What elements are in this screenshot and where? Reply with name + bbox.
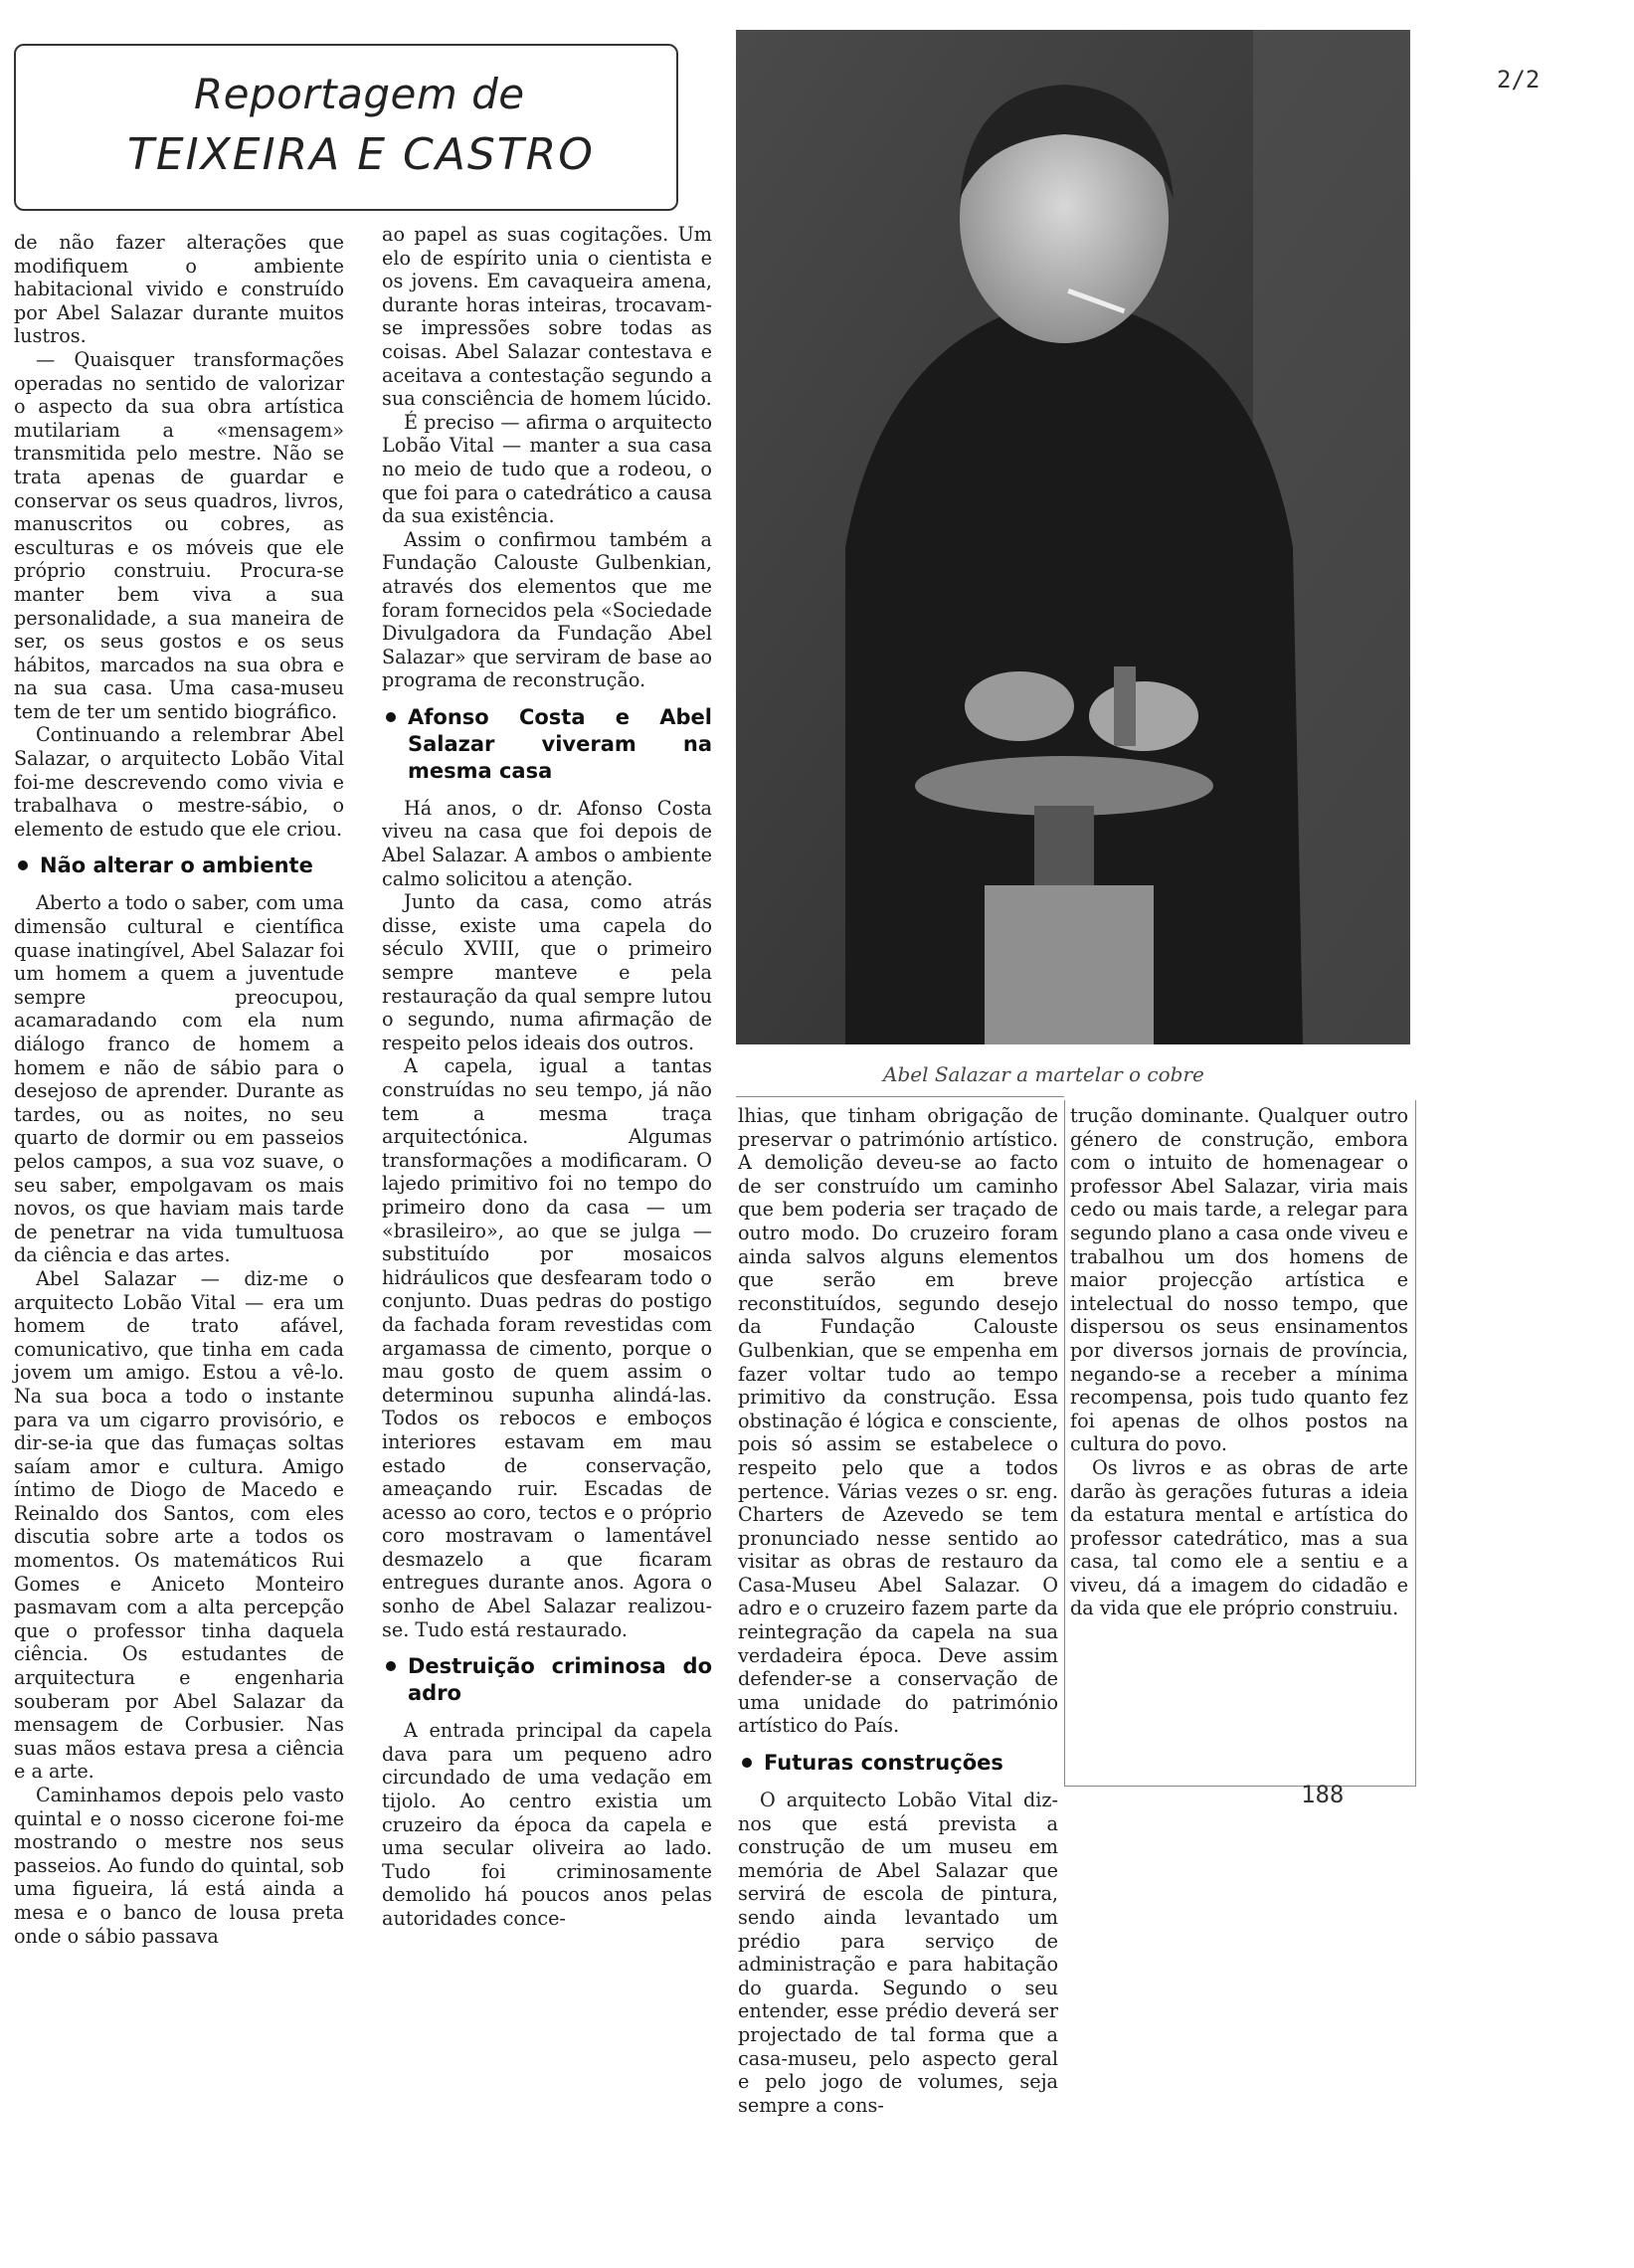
column-1 [14,231,344,1948]
paragraph: de não fazer alterações que modifiquem o ambiente habitacional vivido e construído por Abel Salazar durante muitos lustros. [14,231,344,348]
paragraph: Continuando a relembrar Abel Salazar, o arquitecto Lobão Vital foi-me descrevendo como vivia e trabalhava o mestre-sábio, o elemento de estudo que ele criou. [14,723,344,841]
paragraph: Caminhamos depois pelo vasto quintal e o nosso cicerone foi-me mostrando o mestre nos seus passeios. Ao fundo do quintal, sob uma figueira, lá está ainda a mesa e o banco de lousa preta onde o sábio passava [14,1784,344,1948]
paragraph: Há anos, o dr. Afonso Costa viveu na casa que foi depois de Abel Salazar. A ambos o ambiente calmo solicitou a atenção. [382,796,712,890]
photo-abel-salazar [736,30,1410,1044]
photo-caption: Abel Salazar a martelar o cobre [883,1062,1204,1086]
subheading-destruicao: Destruição criminosa do adro [382,1653,712,1707]
paragraph: — Quaisquer transformações operadas no sentido de valorizar o aspecto da sua obra artística mutilariam a «mensagem» transmitida pelo mestre. Não se trata apenas de guardar e conservar os seus quadros, livros, manuscritos ou cobres, as esculturas e os móveis que ele próprio construiu. Procura-se manter bem viva a sua personalidade, a sua maneira de ser, os seus gostos e os seus hábitos, marcados na sua obra e na sua casa. Uma casa-museu tem de ter um sentido biográfico. [14,347,344,723]
bullet-icon [742,1758,752,1768]
page-reference: 2/2 [1497,66,1541,94]
bullet-icon [386,1661,396,1671]
column-4 [1070,1104,1408,1620]
paragraph: Aberto a todo o saber, com uma dimensão cultural e científica quase inatingível, Abel Salazar foi um homem a quem a juventude sempre preocupou, acamaradando com ela num diálogo franco de homem a homem e não de sábio para o desejoso de aprender. Durante as tardes, ou as noites, no seu quarto de dormir ou em passeios pelos campos, a sua voz suave, o seu saber, empolgavam os mais novos, os que haviam mais tarde de penetrar na vida tumultuosa da ciência e das artes. [14,891,344,1267]
paragraph: ao papel as suas cogitações. Um elo de espírito unia o cientista e os jovens. Em cavaqueira amena, durante horas inteiras, trocavam-se impressões sobre todas as coisas. Abel Salazar contestava e aceitava a contestação segundo a sua consciência de homem lúcido. [382,223,712,411]
paragraph: A entrada principal da capela dava para um pequeno adro circundado de uma vedação em tijolo. Ao centro existia um cruzeiro da época da capela e uma secular oliveira ao lado. Tudo foi criminosamente demolido há poucos anos pelas autoridades conce- [382,1719,712,1930]
subheading-afonso-costa: Afonso Costa e Abel Salazar viveram na mesma casa [382,704,712,785]
paragraph: É preciso — afirma o arquitecto Lobão Vital — manter a sua casa no meio de tudo que a rodeou, o que foi para o catedrático a causa da sua existência. [382,410,712,528]
paragraph: Junto da casa, como atrás disse, existe uma capela do século XVIII, que o primeiro sempre manteve e pela restauração da qual sempre lutou o segundo, numa afirmação de respeito pelos ideais dos outros. [382,890,712,1054]
paragraph: Assim o confirmou também a Fundação Calouste Gulbenkian, através dos elementos que me foram fornecidos pela «Sociedade Divulgadora da Fundação Abel Salazar» que serviram de base ao programa de reconstrução. [382,527,712,692]
paragraph: trução dominante. Qualquer outro género de construção, embora com o intuito de homenagear o professor Abel Salazar, viria mais cedo ou mais tarde, a relegar para segundo plano a casa onde viveu e trabalhou um dos homens de maior projecção artística e intelectual do nosso tempo, que dispersou os seus ensinamentos por diversos jornais de província, negando-se a receber a mínima recompensa, pois tudo quanto fez foi apenas de olhos postos na cultura do povo. [1070,1104,1408,1456]
paragraph: O arquitecto Lobão Vital diz-nos que está prevista a construção de um museu em memória de Abel Salazar que servirá de escola de pintura, sendo ainda levantado um prédio para serviço de administração e para habitação do guarda. Segundo o seu entender, esse prédio deverá ser projectado de tal forma que a casa-museu, pelo aspecto geral e pelo jogo de volumes, seja sempre a cons- [738,1789,1058,2117]
column-3 [738,1104,1058,2117]
photo-illustration [736,30,1410,1044]
headline-kicker: Reportagem de [194,70,525,118]
paragraph: Os livros e as obras de arte darão às gerações futuras a ideia da estatura mental e artística do professor catedrático, mas a sua casa, tal como ele a sentiu e a viveu, dá a imagem do cidadão e da vida que ele próprio construiu. [1070,1455,1408,1620]
bullet-icon [386,712,396,722]
column-2 [382,223,712,1931]
page-number: 188 [1301,1781,1345,1808]
bullet-icon [18,860,28,870]
subheading-futuras-construcoes: Futuras construções [738,1750,1058,1777]
divider [736,1096,1064,1097]
paragraph: lhias, que tinham obrigação de preservar o património artístico. A demolição deveu-se ao facto de ser construído um caminho que bem poderia ser traçado de outro modo. Do cruzeiro foram ainda salvos alguns elementos que serão em breve reconstituídos, segundo desejo da Fundação Calouste Gulbenkian, que se empenha em fazer voltar tudo ao tempo primitivo da construção. Essa obstinação é lógica e consciente, pois só assim se estabelece o respeito pelo que a todos pertence. Várias vezes o sr. eng. Charters de Azevedo se tem pronunciado nesse sentido ao visitar as obras de restauro da Casa-Museu Abel Salazar. O adro e o cruzeiro fazem parte da reintegração da capela na sua verdadeira época. Deve assim defender-se a conservação de uma unidade do património artístico do País. [738,1104,1058,1738]
headline-author: TEIXEIRA E CASTRO [127,129,595,180]
paragraph: A capela, igual a tantas construídas no seu tempo, já não tem a mesma traça arquitectónica. Algumas transformações a modificaram. O lajedo primitivo foi no tempo do primeiro dono da casa — um «brasileiro», ao que se julga — substituído por mosaicos hidráulicos que desfearam todo o conjunto. Duas pedras do postigo da fachada foram revestidas com argamassa de cimento, porque o mau gosto de quem assim o determinou supunha alindá-las. Todos os rebocos e emboços interiores estavam em mau estado de conservação, ameaçando ruir. Escadas de acesso ao coro, tectos e o próprio coro mostravam o lamentável desmazelo a que ficaram entregues durante anos. Agora o sonho de Abel Salazar realizou-se. Tudo está restaurado. [382,1054,712,1641]
paragraph: Abel Salazar — diz-me o arquitecto Lobão Vital — era um homem de trato afável, comunicativo, que tinha em cada jovem um amigo. Estou a vê-lo. Na sua boca a todo o instante para va um cigarro provisório, e dir-se-ia que das fumaças soltas saíam amor e cultura. Amigo íntimo de Diogo de Macedo e Reinaldo dos Santos, com eles discutia sobre arte a todos os momentos. Os matemáticos Rui Gomes e Aniceto Monteiro pasmavam com a alta percepção que o professor tinha daquela ciência. Os estudantes de arquitectura e engenharia souberam por Abel Salazar da mensagem de Corbusier. Nas suas mãos estava presa a ciência e a arte. [14,1266,344,1784]
subheading-nao-alterar: Não alterar o ambiente [14,852,344,879]
